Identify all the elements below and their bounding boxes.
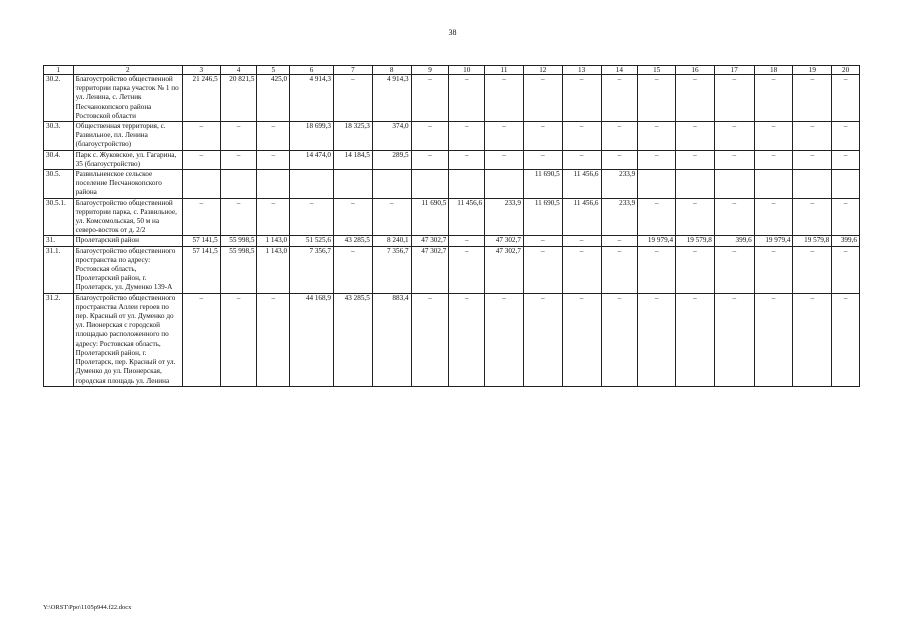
- value-cell: 7 356,7: [290, 246, 334, 293]
- value-cell: –: [793, 198, 832, 236]
- column-number-10: 10: [449, 66, 485, 75]
- value-cell: –: [182, 122, 220, 151]
- value-cell: –: [523, 236, 562, 246]
- column-number-17: 17: [714, 66, 754, 75]
- value-cell: –: [485, 122, 524, 151]
- value-cell: 55 998,5: [220, 236, 257, 246]
- value-cell: [832, 170, 860, 199]
- value-cell: 51 525,6: [290, 236, 334, 246]
- value-cell: 19 579,8: [793, 236, 832, 246]
- value-cell: –: [372, 198, 411, 236]
- value-cell: [182, 170, 220, 199]
- value-cell: 19 579,8: [676, 236, 715, 246]
- column-number-9: 9: [411, 66, 449, 75]
- value-cell: –: [832, 150, 860, 169]
- value-cell: 11 690,5: [523, 170, 562, 199]
- column-number-11: 11: [485, 66, 524, 75]
- value-cell: 11 456,6: [562, 198, 601, 236]
- value-cell: –: [676, 293, 715, 386]
- value-cell: 21 246,5: [182, 75, 220, 122]
- value-cell: –: [449, 236, 485, 246]
- value-cell: [714, 170, 754, 199]
- value-cell: –: [562, 236, 601, 246]
- value-cell: –: [562, 75, 601, 122]
- value-cell: –: [485, 75, 524, 122]
- value-cell: 883,4: [372, 293, 411, 386]
- value-cell: 374,0: [372, 122, 411, 151]
- object-name-cell: Благоустройство общественной территории парка, с. Развильное, ул. Комсомольская, 50 м на северо-восток от д. 2/2: [73, 198, 182, 236]
- value-cell: 11 456,6: [449, 198, 485, 236]
- value-cell: [676, 170, 715, 199]
- value-cell: 47 302,7: [411, 236, 449, 246]
- value-cell: 425,0: [257, 75, 290, 122]
- value-cell: –: [754, 246, 793, 293]
- column-number-8: 8: [372, 66, 411, 75]
- value-cell: [372, 170, 411, 199]
- value-cell: –: [449, 246, 485, 293]
- value-cell: –: [754, 75, 793, 122]
- object-name-cell: Общественная территория, с. Развильное, пл. Ленина (благоустройство): [73, 122, 182, 151]
- row-number-cell: 30.4.: [44, 150, 74, 169]
- value-cell: 57 141,5: [182, 246, 220, 293]
- value-cell: –: [523, 75, 562, 122]
- value-cell: –: [793, 293, 832, 386]
- object-name-cell: Парк с. Жуковское, ул. Гагарина, 35 (благоустройство): [73, 150, 182, 169]
- value-cell: [449, 170, 485, 199]
- value-cell: –: [257, 122, 290, 151]
- value-cell: [754, 170, 793, 199]
- value-cell: –: [601, 150, 638, 169]
- object-name-cell: Благоустройство общественной территории парка участок № 1 по ул. Ленина, с. Летник Песчанокопского района Ростовской области: [73, 75, 182, 122]
- value-cell: [257, 170, 290, 199]
- column-number-19: 19: [793, 66, 832, 75]
- footer-file-path: Y:\ORST\Ppo\1105p944.f22.docx: [43, 604, 132, 611]
- column-number-header-row: [44, 66, 860, 75]
- column-number-18: 18: [754, 66, 793, 75]
- budget-table: [43, 65, 860, 387]
- object-name-cell: Благоустройство общественного пространства по адресу: Ростовская область, Пролетарский район, г. Пролетарск, ул. Думенко 139-А: [73, 246, 182, 293]
- value-cell: –: [562, 122, 601, 151]
- column-number-20: 20: [832, 66, 860, 75]
- table-row: [44, 170, 860, 199]
- value-cell: –: [257, 150, 290, 169]
- value-cell: –: [220, 198, 257, 236]
- value-cell: –: [601, 122, 638, 151]
- value-cell: 4 914,3: [372, 75, 411, 122]
- value-cell: [334, 170, 373, 199]
- value-cell: 44 168,9: [290, 293, 334, 386]
- value-cell: 11 690,5: [523, 198, 562, 236]
- value-cell: –: [411, 150, 449, 169]
- value-cell: –: [449, 150, 485, 169]
- value-cell: 14 474,0: [290, 150, 334, 169]
- value-cell: –: [793, 122, 832, 151]
- row-number-cell: 31.: [44, 236, 74, 246]
- value-cell: –: [793, 246, 832, 293]
- value-cell: –: [714, 198, 754, 236]
- value-cell: 55 998,5: [220, 246, 257, 293]
- value-cell: –: [411, 293, 449, 386]
- value-cell: –: [832, 75, 860, 122]
- column-number-1: 1: [44, 66, 74, 75]
- value-cell: –: [793, 75, 832, 122]
- value-cell: 18 325,3: [334, 122, 373, 151]
- value-cell: –: [523, 293, 562, 386]
- value-cell: 43 285,5: [334, 293, 373, 386]
- value-cell: –: [485, 150, 524, 169]
- value-cell: 4 914,3: [290, 75, 334, 122]
- value-cell: –: [601, 75, 638, 122]
- value-cell: –: [562, 246, 601, 293]
- column-number-13: 13: [562, 66, 601, 75]
- value-cell: –: [290, 198, 334, 236]
- value-cell: –: [182, 150, 220, 169]
- value-cell: –: [676, 75, 715, 122]
- value-cell: –: [601, 246, 638, 293]
- row-number-cell: 31.1.: [44, 246, 74, 293]
- value-cell: –: [638, 150, 676, 169]
- table-row: [44, 122, 860, 151]
- value-cell: –: [601, 293, 638, 386]
- value-cell: 1 143,0: [257, 246, 290, 293]
- value-cell: –: [257, 198, 290, 236]
- value-cell: –: [714, 150, 754, 169]
- value-cell: 14 184,5: [334, 150, 373, 169]
- value-cell: –: [449, 293, 485, 386]
- value-cell: –: [714, 75, 754, 122]
- value-cell: –: [562, 293, 601, 386]
- value-cell: –: [182, 293, 220, 386]
- column-number-15: 15: [638, 66, 676, 75]
- value-cell: [485, 170, 524, 199]
- value-cell: –: [754, 198, 793, 236]
- value-cell: –: [334, 75, 373, 122]
- column-number-4: 4: [220, 66, 257, 75]
- value-cell: 11 456,6: [562, 170, 601, 199]
- table-body: [44, 75, 860, 387]
- value-cell: 20 821,5: [220, 75, 257, 122]
- value-cell: –: [411, 122, 449, 151]
- value-cell: –: [832, 293, 860, 386]
- value-cell: 47 302,7: [411, 246, 449, 293]
- value-cell: –: [449, 122, 485, 151]
- object-name-cell: Благоустройство общественного пространства Аллеи героев по пер. Красный от ул. Думенко до ул. Пионерская с городской площадью расположенного по адресу: Ростовская область, Пролетарский район, г. Пролетарск, пер. Красный от ул. Думенко до ул. Пионерская, городская площадь ул. Ленина: [73, 293, 182, 386]
- column-number-14: 14: [601, 66, 638, 75]
- value-cell: –: [793, 150, 832, 169]
- row-number-cell: 30.5.1.: [44, 198, 74, 236]
- value-cell: 19 979,4: [638, 236, 676, 246]
- table-row: [44, 293, 860, 386]
- row-number-cell: 30.2.: [44, 75, 74, 122]
- value-cell: –: [638, 246, 676, 293]
- value-cell: [290, 170, 334, 199]
- value-cell: –: [334, 198, 373, 236]
- value-cell: –: [754, 293, 793, 386]
- value-cell: –: [220, 122, 257, 151]
- value-cell: –: [676, 198, 715, 236]
- value-cell: –: [411, 75, 449, 122]
- value-cell: –: [220, 150, 257, 169]
- column-number-12: 12: [523, 66, 562, 75]
- value-cell: 399,6: [714, 236, 754, 246]
- value-cell: –: [638, 122, 676, 151]
- value-cell: [220, 170, 257, 199]
- value-cell: 47 302,7: [485, 236, 524, 246]
- value-cell: –: [638, 198, 676, 236]
- value-cell: 289,5: [372, 150, 411, 169]
- value-cell: 19 979,4: [754, 236, 793, 246]
- column-number-3: 3: [182, 66, 220, 75]
- value-cell: –: [832, 122, 860, 151]
- value-cell: –: [449, 75, 485, 122]
- page-number: 38: [448, 28, 457, 37]
- value-cell: 233,9: [485, 198, 524, 236]
- value-cell: –: [562, 150, 601, 169]
- value-cell: –: [523, 246, 562, 293]
- value-cell: –: [257, 293, 290, 386]
- value-cell: –: [714, 293, 754, 386]
- value-cell: –: [676, 122, 715, 151]
- value-cell: 233,9: [601, 170, 638, 199]
- column-number-7: 7: [334, 66, 373, 75]
- value-cell: [411, 170, 449, 199]
- column-number-5: 5: [257, 66, 290, 75]
- value-cell: 43 285,5: [334, 236, 373, 246]
- value-cell: –: [832, 246, 860, 293]
- column-number-16: 16: [676, 66, 715, 75]
- value-cell: 18 699,3: [290, 122, 334, 151]
- object-name-cell: Пролетарский район: [73, 236, 182, 246]
- value-cell: [638, 170, 676, 199]
- value-cell: –: [714, 122, 754, 151]
- table-row: [44, 150, 860, 169]
- value-cell: 399,6: [832, 236, 860, 246]
- value-cell: –: [182, 198, 220, 236]
- value-cell: 11 690,5: [411, 198, 449, 236]
- value-cell: –: [485, 293, 524, 386]
- value-cell: –: [714, 246, 754, 293]
- object-name-cell: Развильненское сельское поселение Песчанокопского района: [73, 170, 182, 199]
- value-cell: [793, 170, 832, 199]
- value-cell: –: [638, 75, 676, 122]
- column-number-6: 6: [290, 66, 334, 75]
- value-cell: 57 141,5: [182, 236, 220, 246]
- row-number-cell: 31.2.: [44, 293, 74, 386]
- value-cell: –: [523, 150, 562, 169]
- value-cell: 7 356,7: [372, 246, 411, 293]
- table-row: [44, 246, 860, 293]
- value-cell: –: [676, 150, 715, 169]
- column-number-2: 2: [73, 66, 182, 75]
- value-cell: –: [676, 246, 715, 293]
- row-number-cell: 30.3.: [44, 122, 74, 151]
- value-cell: –: [832, 198, 860, 236]
- value-cell: –: [601, 236, 638, 246]
- value-cell: –: [220, 293, 257, 386]
- value-cell: 8 240,1: [372, 236, 411, 246]
- value-cell: –: [334, 246, 373, 293]
- table-row: [44, 198, 860, 236]
- value-cell: –: [754, 122, 793, 151]
- value-cell: –: [523, 122, 562, 151]
- table-row: [44, 75, 860, 122]
- value-cell: –: [754, 150, 793, 169]
- value-cell: 233,9: [601, 198, 638, 236]
- table-row: [44, 236, 860, 246]
- value-cell: 47 302,7: [485, 246, 524, 293]
- value-cell: –: [638, 293, 676, 386]
- value-cell: 1 143,0: [257, 236, 290, 246]
- row-number-cell: 30.5.: [44, 170, 74, 199]
